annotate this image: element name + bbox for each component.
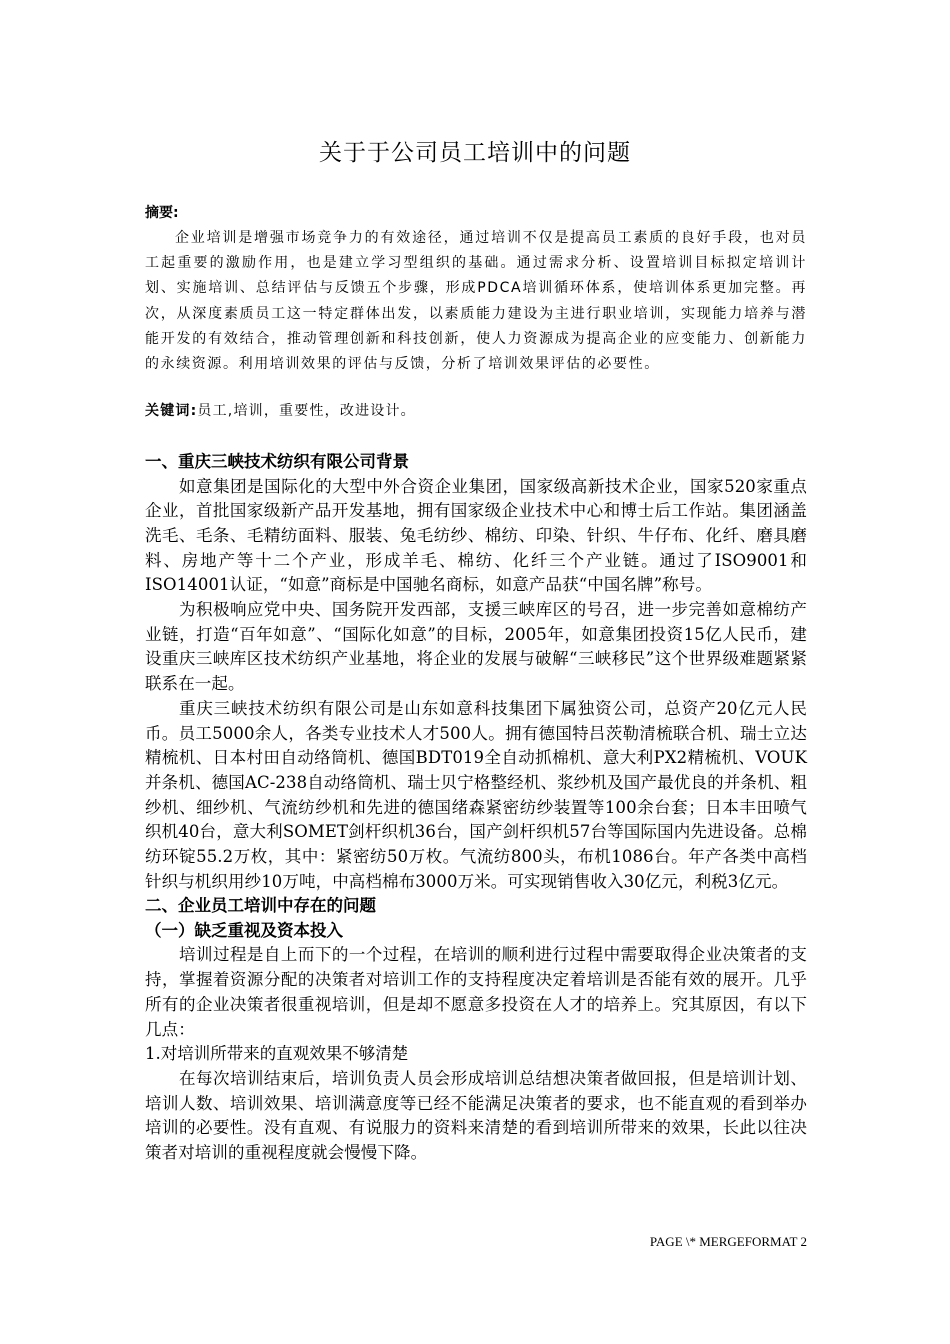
document-title: 关于于公司员工培训中的问题 [319,140,631,166]
keywords-line [145,400,807,422]
section2-item1-heading: 1.对培训所带来的直观效果不够清楚 [145,1044,409,1064]
abstract-label: 摘要: [145,205,179,221]
abstract-text: 企业培训是增强市场竞争力的有效途径，通过培训不仅是提高员工素质的良好手段，也对员工起重要的激励作用，也是建立学习型组织的基础。通过需求分析、设置培训目标拟定培训计划、实施培训、总结评估与反馈五个步骤，形成PDCA培训循环体系，使培训体系更加完整。再次，从深度素质员工这一特定群体出发，以素质能力建设为主进行职业培训，实现能力培养与潜能开发的有效结合，推动管理创新和科技创新，使人力资源成为提高企业的应变能力、创新能力的永续资源。利用培训效果的评估与反馈，分析了培训效果评估的必要性。 [145,230,807,373]
keywords-label: 关键词: [145,403,198,419]
section2-paragraph-2: 在每次培训结束后，培训负责人员会形成培训总结想决策者做回报，但是培训计划、培训人数、培训效果、培训满意度等已经不能满足决策者的要求，也不能直观的看到举办培训的必要性。没有直观、有说服力的资料来清楚的看到培训所带来的效果，长此以往决策者对培训的重视程度就会慢慢下降。 [145,1068,807,1163]
document-body [145,450,807,1166]
section1-heading: 一、重庆三峡技术纺织有限公司背景 [145,452,409,471]
keywords-text: 员工,培训，重要性，改进设计。 [197,403,416,419]
section1-paragraph-1: 如意集团是国际化的大型中外合资企业集团，国家级高新技术企业，国家520家重点企业，首批国家级新产品开发基地，拥有国家级企业技术中心和博士后工作站。集团涵盖洗毛、毛条、毛精纺面料、服装、兔毛纺纱、棉纺、印染、针织、牛仔布、化纤、磨具磨料、房地产等十二个产业，形成羊毛、棉纺、化纤三个产业链。通过了ISO9001和ISO14001认证，“如意”商标是中国驰名商标，如意产品获“中国名牌”称号。 [145,476,807,595]
section1-paragraph-3: 重庆三峡技术纺织有限公司是山东如意科技集团下属独资公司，总资产20亿元人民币。员工5000余人，各类专业技术人才500人。拥有德国特吕茨勒清梳联合机、瑞士立达精梳机、日本村田自动络筒机、德国BDT019全自动抓棉机、意大利PX2精梳机、VOUK并条机、德国AC-238自动络筒机、瑞士贝宁格整经机、浆纱机及国产最优良的并条机、粗纱机、细纱机、气流纺纱机和先进的德国绪森紧密纺纱装置等100余台套；日本丰田喷气织机40台，意大利SOMET剑杆织机36台，国产剑杆织机57台等国际国内先进设备。总棉纺环锭55.2万枚，其中：紧密纺50万枚。气流纺800头，布机1086台。年产各类中高档针织与机织用纱10万吨，中高档棉布3000万米。可实现销售收入30亿元，利税3亿元。 [145,698,807,891]
section2-paragraph-1: 培训过程是自上而下的一个过程，在培训的顺利进行过程中需要取得企业决策者的支持，掌握着资源分配的决策者对培训工作的支持程度决定着培训是否能有效的展开。几乎所有的企业决策者很重视培训，但是却不愿意多投资在人才的培养上。究其原因，有以下几点： [145,945,807,1039]
page-footer: PAGE \* MERGEFORMAT 2 [649,1234,807,1249]
section1-paragraph-2: 为积极响应党中央、国务院开发西部，支援三峡库区的号召，进一步完善如意棉纺产业链，打造“百年如意”、“国际化如意”的目标，2005年，如意集团投资15亿人民币，建设重庆三峡库区技术纺织产业基地，将企业的发展与破解“三峡移民”这个世界级难题紧紧联系在一起。 [145,600,807,694]
section2-subheading: （一）缺乏重视及资本投入 [145,920,343,940]
section2-heading: 二、企业员工培训中存在的问题 [145,896,376,916]
